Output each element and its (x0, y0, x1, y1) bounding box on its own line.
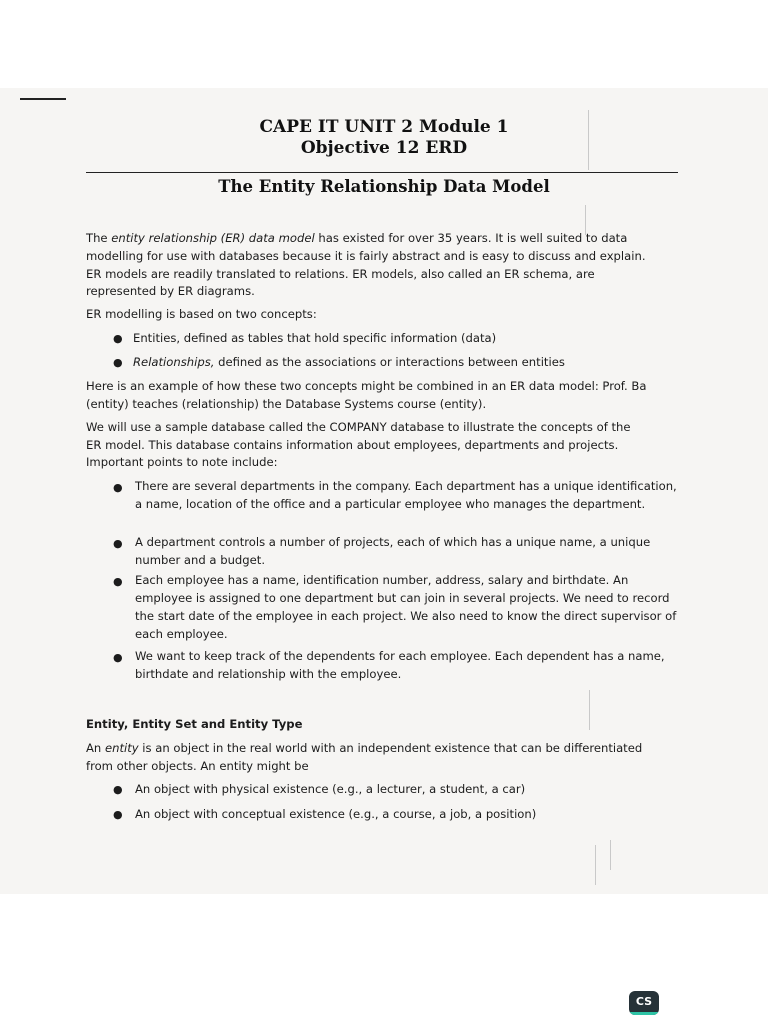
entity-def-line-2: from other objects. An entity might be (86, 759, 309, 773)
company-point-2: A department controls a number of projects, each of which has a unique name, a unique number and a budget. (135, 535, 651, 567)
entity-def-line-1: An entity is an object in the real world with an independent existence that can be differentiated (86, 741, 643, 755)
intro-line-1: The entity relationship (ER) data model has existed for over 35 years. It is well suited to data (86, 231, 628, 245)
example-line-2: (entity) teaches (relationship) the Database Systems course (entity). (86, 397, 487, 411)
example-line-1: Here is an example of how these two concepts might be combined in an ER data model: Prof. Ba (86, 379, 647, 393)
header-line-1: CAPE IT UNIT 2 Module 1 (259, 117, 509, 137)
header-line-2: Objective 12 ERD (300, 138, 468, 158)
bullet-icon: ● (113, 537, 123, 550)
bullet-icon: ● (113, 332, 123, 345)
intro-line-3: ER models are readily translated to relations. ER models, also called an ER schema, are (86, 267, 595, 281)
bullet-icon: ● (113, 808, 123, 821)
header-divider (86, 172, 678, 173)
entity-conceptual: An object with conceptual existence (e.g., a course, a job, a position) (135, 807, 537, 821)
company-line-3: Important points to note include: (86, 455, 278, 469)
company-line-2: ER model. This database contains information about employees, departments and projects. (86, 438, 619, 452)
camscanner-badge: CS (629, 991, 659, 1015)
company-line-1: We will use a sample database called the COMPANY database to illustrate the concepts of the (86, 420, 631, 434)
corner-mark (20, 98, 66, 100)
bullet-icon: ● (113, 356, 123, 369)
scan-artifact (610, 840, 611, 870)
company-point-4: We want to keep track of the dependents for each employee. Each dependent has a name, birthdate and relationship with the employee. (135, 649, 665, 681)
page-title: The Entity Relationship Data Model (218, 177, 550, 196)
bullet-icon: ● (113, 481, 123, 494)
intro-line-4: represented by ER diagrams. (86, 284, 255, 298)
bullet-icon: ● (113, 651, 123, 664)
concepts-lead: ER modelling is based on two concepts: (86, 307, 317, 321)
scan-artifact (595, 845, 596, 885)
bullet-icon: ● (113, 575, 123, 588)
entity-physical: An object with physical existence (e.g., a lecturer, a student, a car) (135, 782, 526, 796)
bullet-icon: ● (113, 783, 123, 796)
entity-section-heading: Entity, Entity Set and Entity Type (86, 717, 303, 731)
concept-entities: Entities, defined as tables that hold specific information (data) (133, 331, 497, 345)
company-point-1: There are several departments in the company. Each department has a unique identification, a name, location of the office and a particular employee who manages the department. (135, 479, 677, 511)
concept-relationships: Relationships, defined as the associations or interactions between entities (133, 355, 565, 369)
scan-artifact (589, 690, 590, 730)
intro-line-2: modelling for use with databases because it is fairly abstract and is easy to discuss and explain. (86, 249, 646, 263)
company-point-3: Each employee has a name, identification number, address, salary and birthdate. An employee is assigned to one department but can join in several projects. We need to record the start date of the employee in each project. We also need to know the direct supervisor of each employee. (135, 573, 677, 641)
